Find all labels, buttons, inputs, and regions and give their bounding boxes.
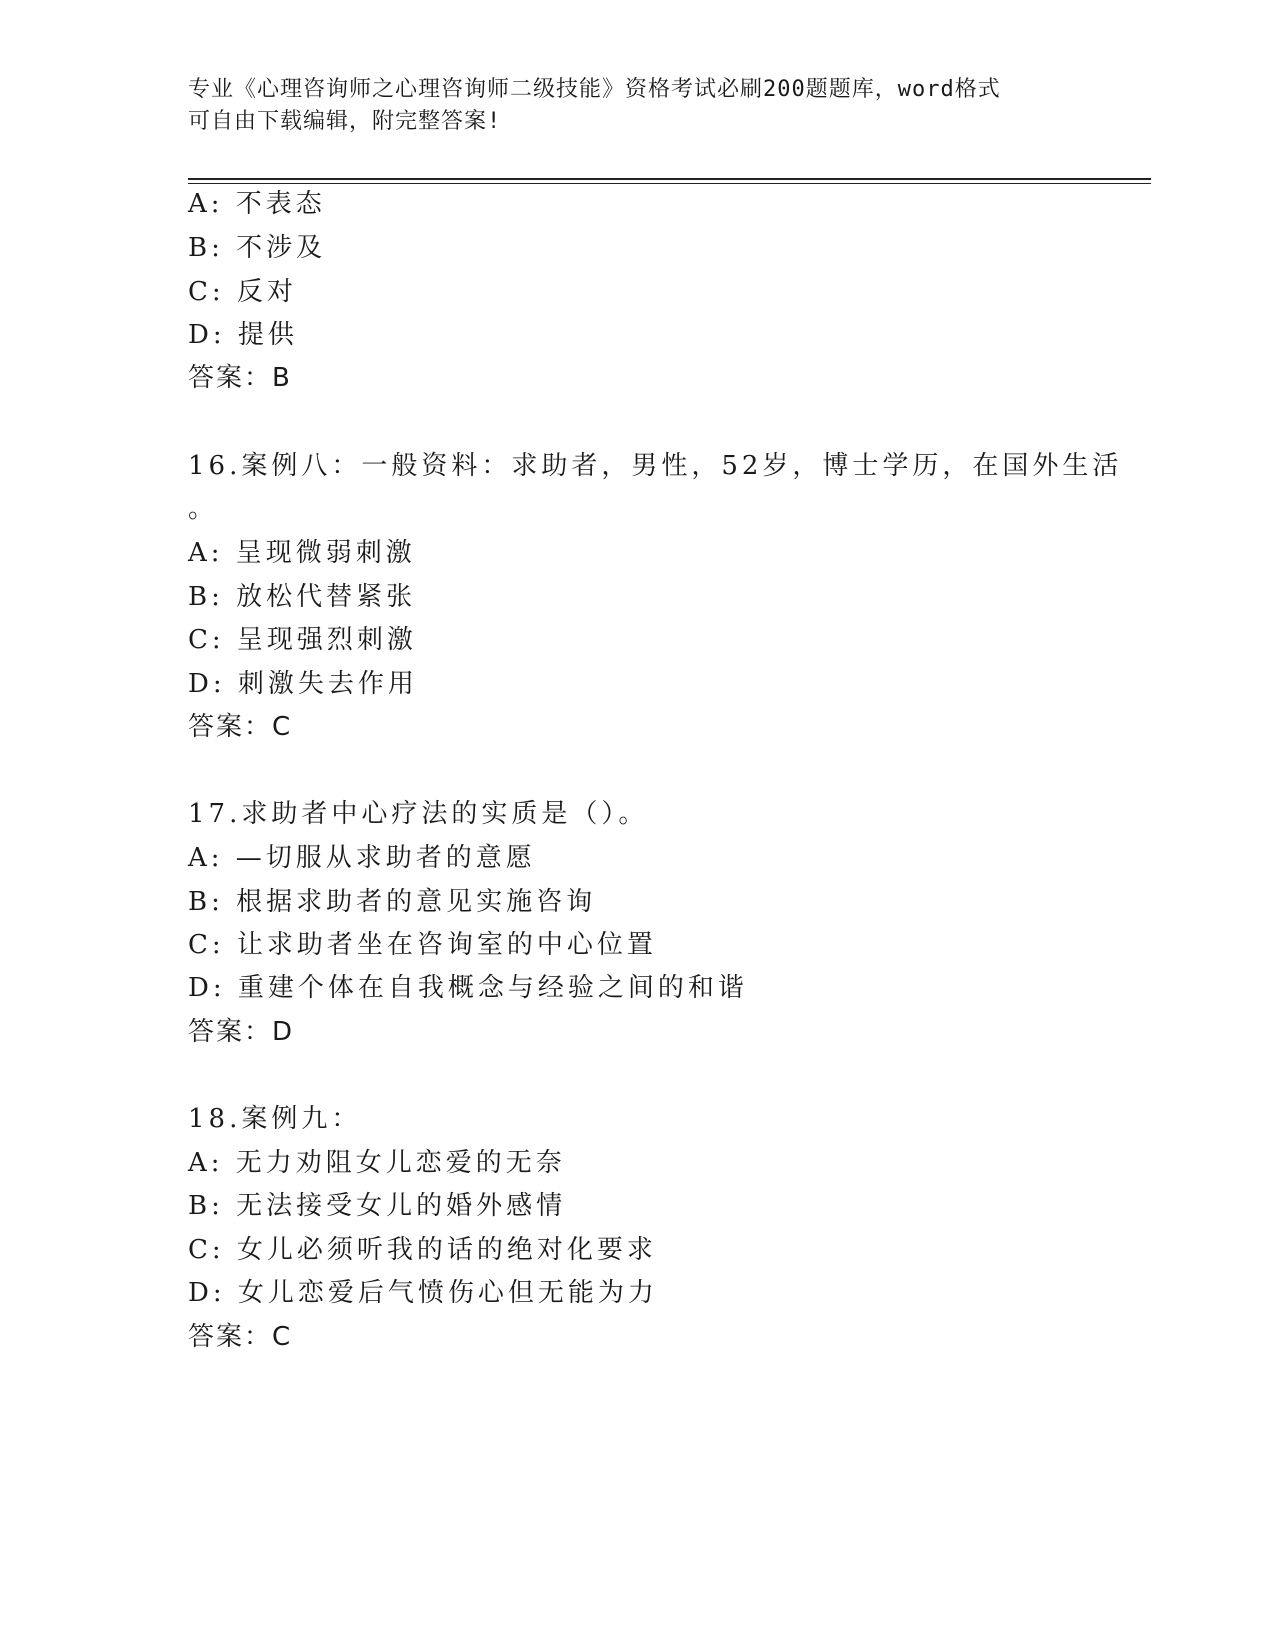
q17-option-d: D: 重建个体在自我概念与经验之间的和谐	[188, 973, 748, 1003]
header-divider-thick	[188, 178, 1151, 180]
q15-answer: 答案：B	[188, 363, 292, 393]
q17-option-b: B: 根据求助者的意见实施咨询	[188, 887, 597, 917]
q16-option-c: C: 呈现强烈刺激	[188, 625, 417, 655]
q16-answer: 答案：C	[188, 712, 293, 742]
header-divider-thin	[188, 183, 1151, 184]
q18-option-c: C: 女儿必须听我的话的绝对化要求	[188, 1235, 657, 1265]
header-line-1: 专业《心理咨询师之心理咨询师二级技能》资格考试必刷200题题库，word格式	[188, 77, 1001, 102]
q18-answer: 答案：C	[188, 1322, 293, 1352]
q16-option-d: D: 刺激失去作用	[188, 669, 418, 699]
q17-answer: 答案：D	[188, 1017, 295, 1047]
q16-option-b: B: 放松代替紧张	[188, 582, 417, 612]
q15-option-c: C: 反对	[188, 277, 297, 307]
q18-option-d: D: 女儿恋爱后气愤伤心但无能为力	[188, 1278, 658, 1308]
q18-stem: 18.案例九：	[188, 1104, 362, 1134]
header-line-2: 可自由下载编辑，附完整答案!	[188, 109, 502, 134]
q17-option-a: A: —切服从求助者的意愿	[188, 843, 536, 873]
q15-option-d: D: 提供	[188, 320, 298, 350]
q16-stem: 16.案例八：一般资料：求助者，男性，52岁，博士学历，在国外生活	[188, 451, 1123, 481]
q16-option-a: A: 呈现微弱刺激	[188, 538, 416, 568]
q15-option-b: B: 不涉及	[188, 233, 327, 263]
q17-stem: 17.求助者中心疗法的实质是（）。	[188, 799, 649, 829]
q16-stem-continuation: 。	[188, 494, 219, 524]
document-header	[188, 74, 1088, 138]
q17-option-c: C: 让求助者坐在咨询室的中心位置	[188, 930, 657, 960]
q18-option-b: B: 无法接受女儿的婚外感情	[188, 1191, 567, 1221]
q15-option-a: A: 不表态	[188, 189, 326, 219]
q18-option-a: A: 无力劝阻女儿恋爱的无奈	[188, 1148, 566, 1178]
